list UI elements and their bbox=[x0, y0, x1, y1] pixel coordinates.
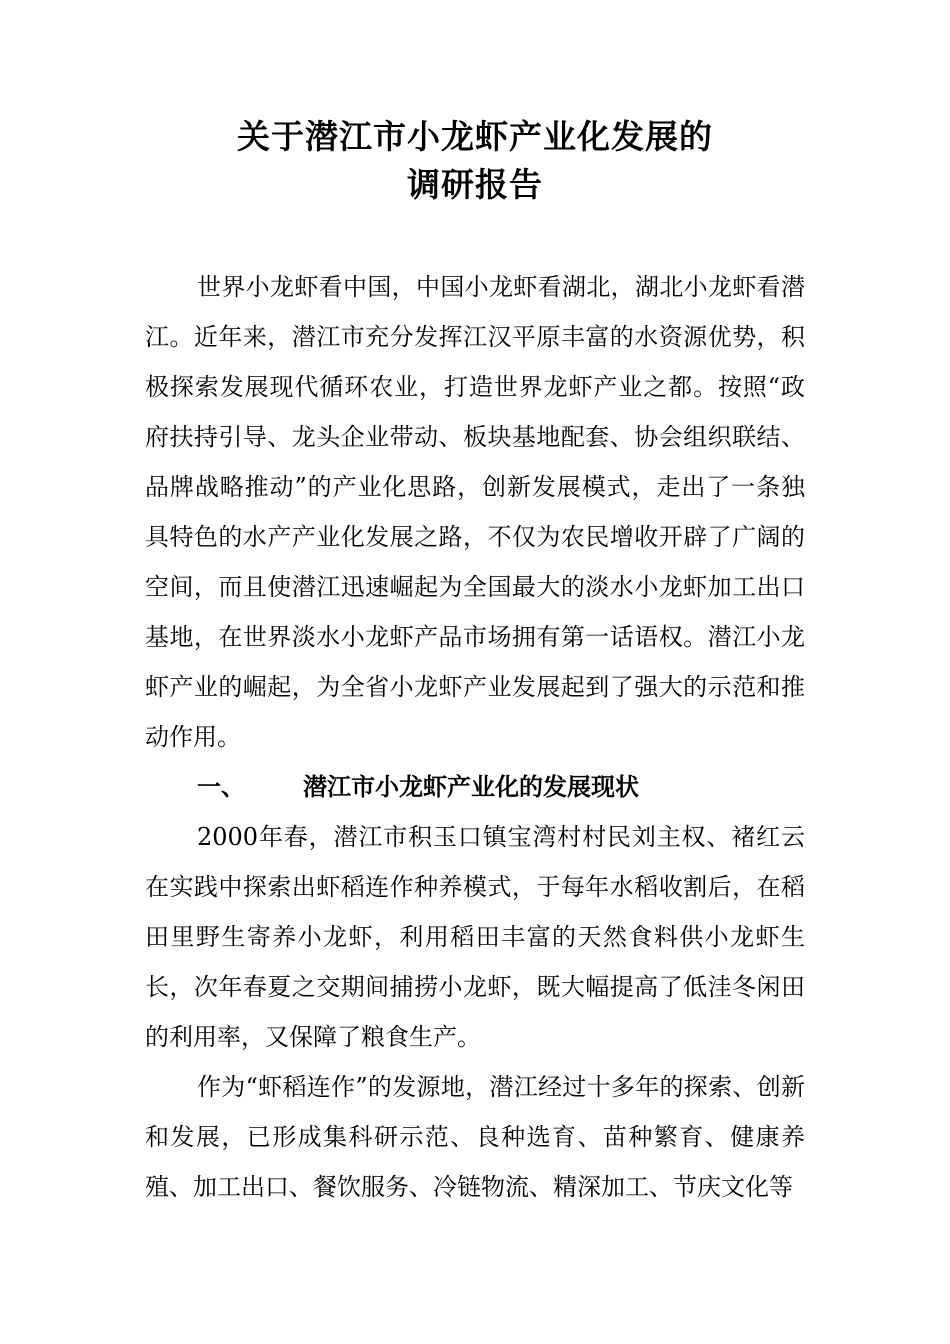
document-title-line-1: 关于潜江市小龙虾产业化发展的 bbox=[237, 117, 713, 156]
intro-paragraph: 世界小龙虾看中国，中国小龙虾看湖北，湖北小龙虾看潜江。近年来，潜江市充分发挥江汉平原丰富的水资源优势，积极探索发展现代循环农业，打造世界龙虾产业之都。按照“政府扶持引导、龙头企业带动、板块基地配套、协会组织联结、品牌战略推动”的产业化思路，创新发展模式，走出了一条独具特色的水产产业化发展之路，不仅为农民增收开辟了广阔的空间，而且使潜江迅速崛起为全国最大的淡水小龙虾加工出口基地，在世界淡水小龙虾产品市场拥有第一话语权。潜江小龙虾产业的崛起，为全省小龙虾产业发展起到了强大的示范和推动作用。 bbox=[145, 273, 805, 751]
section-paragraph-2: 作为“虾稻连作”的发源地，潜江经过十多年的探索、创新和发展，已形成集科研示范、良种选育、苗种繁育、健康养殖、加工出口、餐饮服务、冷链物流、精深加工、节庆文化等 bbox=[145, 1073, 805, 1201]
section-heading bbox=[145, 762, 805, 812]
section-paragraph-1: 2000年春，潜江市积玉口镇宝湾村村民刘主权、褚红云在实践中探索出虾稻连作种养模式，于每年水稻收割后，在稻田里野生寄养小龙虾，利用稻田丰富的天然食料供小龙虾生长，次年春夏之交期间捕捞小龙虾，既大幅提高了低洼冬闲田的利用率，又保障了粮食生产。 bbox=[145, 823, 805, 1051]
document-body bbox=[145, 262, 805, 1212]
section-number: 一、 bbox=[197, 773, 245, 801]
section-title: 潜江市小龙虾产业化的发展现状 bbox=[303, 773, 639, 801]
document-title-line-2: 调研报告 bbox=[407, 165, 543, 204]
